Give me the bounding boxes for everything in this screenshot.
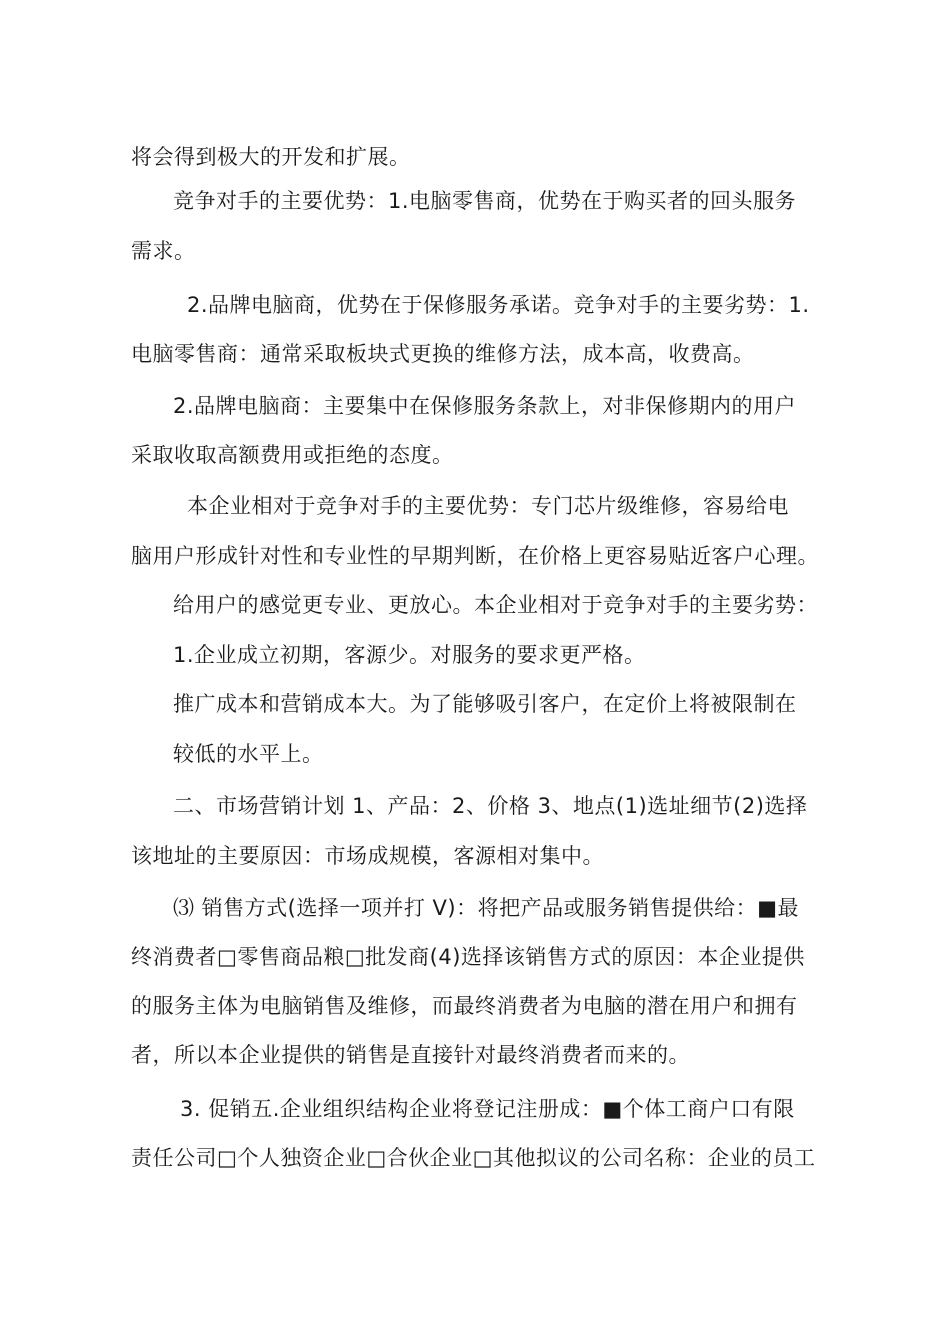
text-line: 2.品牌电脑商，优势在于保修服务承诺。竞争对手的主要劣势：1.: [187, 293, 810, 317]
text-line: 本企业相对于竞争对手的主要优势：专门芯片级维修，容易给电: [187, 494, 789, 518]
text-line: 者，所以本企业提供的销售是直接针对最终消费者而来的。: [131, 1043, 690, 1067]
text-line: 终消费者□零售商品粮□批发商(4)选择该销售方式的原因：本企业提供: [131, 945, 805, 969]
text-line: 给用户的感觉更专业、更放心。本企业相对于竞争对手的主要劣势：: [173, 593, 818, 617]
text-line: 竞争对手的主要优势：1.电脑零售商，优势在于购买者的回头服务: [173, 189, 797, 213]
text-line: 1.企业成立初期，客源少。对服务的要求更严格。: [173, 643, 646, 667]
text-line: 推广成本和营销成本大。为了能够吸引客户，在定价上将被限制在: [173, 692, 797, 716]
text-line: 该地址的主要原因：市场成规模，客源相对集中。: [131, 844, 604, 868]
text-line: 的服务主体为电脑销售及维修，而最终消费者为电脑的潜在用户和拥有: [131, 994, 798, 1018]
text-line: 2.品牌电脑商：主要集中在保修服务条款上，对非保修期内的用户: [173, 394, 797, 418]
text-line: 责任公司□个人独资企业□合伙企业□其他拟议的公司名称：企业的员工: [131, 1146, 816, 1170]
text-line: 较低的水平上。: [173, 742, 324, 766]
text-line: 采取收取高额费用或拒绝的态度。: [131, 443, 454, 467]
text-line: 将会得到极大的开发和扩展。: [131, 145, 411, 169]
text-line: 二、市场营销计划 1、产品：2、价格 3、地点(1)选址细节(2)选择: [173, 794, 808, 818]
text-line: ⑶ 销售方式(选择一项并打 V)：将把产品或服务销售提供给：■最: [173, 896, 799, 920]
text-line: 3. 促销五.企业组织结构企业将登记注册成：■个体工商户口有限: [180, 1097, 795, 1121]
text-line: 电脑零售商：通常采取板块式更换的维修方法，成本高，收费高。: [131, 342, 755, 366]
text-line: 脑用户形成针对性和专业性的早期判断，在价格上更容易贴近客户心理。: [131, 544, 819, 568]
text-line: 需求。: [131, 239, 196, 263]
